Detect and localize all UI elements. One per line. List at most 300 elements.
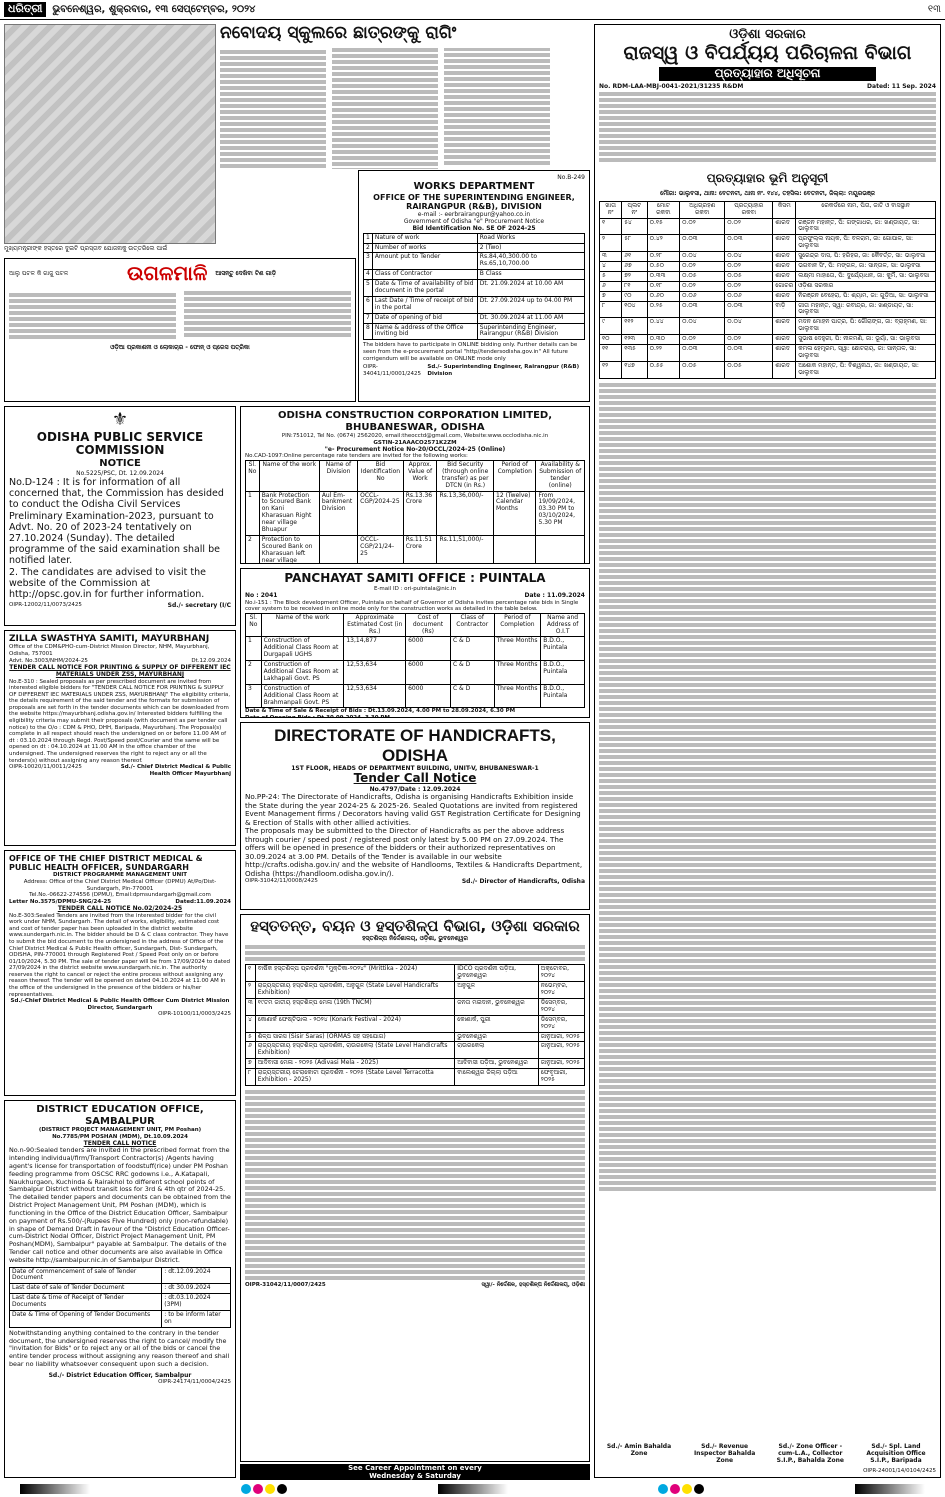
table-row	[600, 281, 936, 291]
table-cell: OCCL-CGP/2024-25	[358, 491, 404, 535]
table-cell: 12,53,634	[344, 684, 406, 708]
emblem-icon: ⚜	[111, 409, 129, 430]
ink-swatch	[658, 1484, 668, 1494]
table-cell: କୋଣାର୍କ ଫେଷ୍ଟିଭାଲ - ୨୦୨୪ (Konark Festival - 2024)	[255, 1015, 455, 1032]
table-cell: ଶିଳ୍ପ ସାରସ (Sisir Saras) (ORMAS ସହ ସହଯୋଗ)	[255, 1032, 455, 1042]
table-row	[600, 252, 936, 262]
table-cell: ୦.୧୫	[647, 218, 680, 235]
article-body	[220, 48, 550, 169]
table-row	[364, 280, 585, 297]
table-cell: ୦.୦୩	[680, 235, 725, 252]
table-cell: 7	[364, 313, 373, 323]
opsc-body-2: 2. The candidates are advised to visit the website of the Commission at http://opsc.gov.in for further information.	[9, 566, 206, 600]
table-cell: : dt 30.09.2024	[162, 1284, 231, 1294]
table-cell: ଅଶୋକ ମହାନ୍ତ, ପି: ବିଶ୍ୱନାଥ, ଜା: ଖଣ୍ଡାୟତ, ସା: ଭାଲୁବସା	[796, 361, 936, 378]
table-row	[246, 491, 585, 535]
table-cell: ଫେବୃଆରୀ, ୨୦୨୫	[538, 1069, 584, 1086]
table-cell: ଭୁବନେଶ୍ୱର	[455, 1032, 539, 1042]
table-cell: ଶାରଦ	[773, 218, 796, 235]
table-cell: 3	[246, 684, 262, 708]
table-cell: ଶାରଦ	[773, 261, 796, 271]
table-cell: ୦.୦୬	[680, 291, 725, 301]
table-cell: ୦.୩୦	[647, 335, 680, 345]
table-cell: ୦.୫୫	[647, 361, 680, 378]
works-office: OFFICE OF THE SUPERINTENDING ENGINEER, RAIRANGPUR (R&B), DIVISION	[373, 192, 575, 211]
table-row	[600, 218, 936, 235]
table-row	[364, 296, 585, 313]
ink-swatch	[670, 1484, 680, 1494]
table-cell: ୦.୫୦	[647, 261, 680, 271]
table-cell: ଜନତା ମଇଦାନ, ଭୁବନେଶ୍ୱର	[455, 999, 539, 1016]
opsc-title: ODISHA PUBLIC SERVICE COMMISSION	[36, 429, 204, 458]
table-row	[246, 1042, 585, 1059]
table-cell: Amount put to Tender	[372, 253, 477, 270]
table-cell: କୋଣାର୍କ, ପୁରୀ	[455, 1015, 539, 1032]
page-number: ୧୩	[927, 3, 941, 15]
table-cell: ୧୦	[600, 335, 622, 345]
table-cell: ୫	[600, 271, 622, 281]
table-cell: 8	[364, 323, 373, 340]
table-cell: ୬	[246, 1042, 256, 1059]
table-cell: ଶାରଦ	[773, 291, 796, 301]
table-cell: Dt. 30.09.2024 at 11.00 AM	[477, 313, 584, 323]
table-cell: Rs.13,36,000/-	[437, 491, 494, 535]
table-cell	[319, 535, 357, 564]
dateline: ଭୁବନେଶ୍ୱର, ଶୁକ୍ରବାର, ୧୩ ସେପ୍ଟେମ୍ବର, ୨୦୨୪	[52, 3, 256, 15]
table-row	[246, 1069, 585, 1086]
works-signature: Sd./- Superintending Engineer, Rairangpur (R&B) Division	[427, 364, 580, 377]
table-cell: ୦.୦୩	[725, 345, 773, 362]
table-cell: ୪	[246, 1015, 256, 1032]
table-cell: ୪	[600, 261, 622, 271]
table-cell: ନଭେମ୍ବର, ୨୦୨୪	[538, 982, 584, 999]
table-cell: Construction of Additional Class Room at Brahmanpali Govt. PS	[261, 684, 344, 708]
column-header: Name and Address of O.I.T	[541, 613, 585, 637]
rev-schedule-title: ପ୍ରତ୍ୟାହାର ଭୂମି ଅନୁସୂଚୀ	[706, 170, 829, 185]
column-header: Cost of document (Rs)	[406, 613, 451, 637]
table-cell: ୦.୦୨	[680, 218, 725, 235]
table-cell: ୦.୦୩	[725, 301, 773, 318]
table-cell: C & D	[450, 661, 494, 685]
grayscale-bar	[855, 1484, 925, 1494]
grayscale-bar	[20, 1484, 90, 1494]
cdmo-sundargarh-notice: OFFICE OF THE CHIEF DISTRICT MEDICAL & PUBLIC HEALTH OFFICER, SUNDARGARH DISTRICT PROGRAMME MANAGEMENT UNIT Address: Office of the Chief District Medical Officer (DPMU) At/Po/Dist-Sundargarh, Pin-770001 Tel.No.-06622-274556 (DPMU), Email:dpmsundargarh@gmail.com Letter No.3575/DPMU-SNG/24-25 Dated:11.09.2024 TENDER CALL NOTICE No.02/2024-25 No.E-303:Sealed Tenders are invited from the interested bidder for the civil work under NHM, Sundargarh. The detail of works, eligibility, estimated cost and cost of tender paper has been uploaded in the district website www.sundergarh.nic.in. The bidder should be D & C class contractor. They have to submit the bid document to the undersigned in the address of Office of the Chief District Medical & Public Health officer, Sundargarh, Dist- Sundargarh, ODISHA, PIN-770001 through Registered Post / Speed Post only on or before 01/10/2024, 5.30 PM. The sale of tender paper will be from 17/09/2024 to dated 27/09/2024 in the district website www.sundargarh.nic.in. The authority reserves the right to cancel or reject the entire process without assigning any reason thereof. The tender will be opened on dated 04.10.2024 at 11.00 AM in the office of the undersigned in the presence of the bidders or his/her representatives. Sd./-Chief District Medical & Public Health Officer Cum District Mission Director, Sundargarh OIPR-10100/11/0003/2425	[4, 850, 236, 1096]
table-cell: ୧	[600, 218, 622, 235]
table-cell: Aul Em-bankment Division	[319, 491, 357, 535]
column-header: ରେକର୍ଡରେ ନାମ, ପିତା, ଜାତି ଓ ବାସସ୍ଥାନ	[796, 201, 936, 218]
cdmo-title: OFFICE OF THE CHIEF DISTRICT MEDICAL & PUBLIC HEALTH OFFICER, SUNDARGARH	[9, 854, 203, 873]
table-cell: ୦.୪୪	[647, 318, 680, 335]
table-cell: ରାଜ୍ୟସ୍ତରୀୟ ହସ୍ତଶିଳ୍ପ ପ୍ରଦର୍ଶନୀ, ରାଉରକେଲା (State Level Handicrafts Exhibition)	[255, 1042, 455, 1059]
culture-advertisement	[4, 258, 356, 402]
table-row	[10, 1267, 231, 1284]
table-row	[10, 1311, 231, 1328]
table-cell: Superintending Engineer, Rairangpur (R&B) Division	[477, 323, 584, 340]
table-cell: ପ୍ରଫୁଲ୍ଲ ନାୟକ, ପି: ବଳରାମ, ଜା: ଗୋପାଳ, ସା: ଭାଲୁବସା	[796, 235, 936, 252]
table-row	[600, 361, 936, 378]
psp-title: PANCHAYAT SAMITI OFFICE : PUINTALA	[284, 571, 546, 585]
table-cell: Date & Time of availability of bid document in the portal	[372, 280, 477, 297]
table-cell: ୧୧୨	[622, 318, 647, 335]
table-cell: Nature of work	[372, 233, 477, 243]
table-row	[246, 637, 585, 661]
table-row	[364, 233, 585, 243]
table-cell: 2	[246, 535, 260, 564]
table-cell: ୬	[600, 281, 622, 291]
table-cell: 2	[246, 661, 262, 685]
table-cell: ୧୯ତମ ଜାତୀୟ ହସ୍ତଶିଳ୍ପ ମେଳା (19th TNCM)	[255, 999, 455, 1016]
column-header: Period of Completion	[494, 613, 541, 637]
table-cell: ଅନୁଗୁଳ	[455, 982, 539, 999]
table-cell: Dt. 27.09.2024 up to 04.00 PM	[477, 296, 584, 313]
ad-footer: ଓଡ଼ିଆ ପ୍ରକାଶନୀ ଓ ଲୋକାଚାର - ଫୋନ୍ ଓ ପ୍ରେସ ପତ୍ରିକା	[110, 344, 250, 351]
table-cell: ଶାରଦ	[773, 335, 796, 345]
table-cell: : dt.12.09.2024	[162, 1267, 231, 1284]
table-row	[10, 1294, 231, 1311]
table-row	[600, 291, 936, 301]
occl-tender-table	[245, 460, 585, 564]
column-header: Period of Completion	[494, 460, 536, 491]
ink-swatch	[694, 1484, 704, 1494]
table-header	[246, 460, 585, 491]
table-cell: Class of Contractor	[372, 270, 477, 280]
table-cell: ୬୭	[622, 261, 647, 271]
works-email[interactable]: e-mail :- eerbrairangpur@yahoo.co.in	[417, 211, 531, 219]
table-cell: ୩	[246, 999, 256, 1016]
table-cell: IDCO ପ୍ରଦର୍ଶନୀ ପଡ଼ିଆ, ଭୁବନେଶ୍ୱର	[455, 965, 539, 982]
map-caption: ମୁଖ୍ୟମନ୍ତ୍ରୀଙ୍କ ହସ୍ତରେ ଦୁଇଟି ପ୍ରସ୍ତାବ ଯୋଜନାକୁ ଉତ୍ତରିଲେ ପାଇଁ	[4, 245, 168, 252]
table-cell: ବାଲେଶ୍ୱର ଜିଲ୍ଲା ପଡ଼ିଆ	[455, 1069, 539, 1086]
table-cell: 5	[364, 280, 373, 297]
occl-title: ODISHA CONSTRUCTION CORPORATION LIMITED, BHUBANESWAR, ODISHA	[277, 410, 553, 433]
table-cell: ୦.୦୬	[725, 291, 773, 301]
column-header: Bid Security (through online transfer) as per DTCN (in Rs.)	[437, 460, 494, 491]
table-cell: 12 (Twelve) Calendar Months	[494, 491, 536, 535]
table-cell: ଶାରଦ	[773, 235, 796, 252]
table-cell: Date & Time of Opening of Tender Documents	[10, 1311, 162, 1328]
table-cell: C & D	[450, 637, 494, 661]
table-cell: ସୁରେନ୍ଦ୍ର ଦାସ, ପି: ହରିହର, ଜା: କୈବର୍ତ୍ତ, ସା: ଭାଲୁବସା	[796, 252, 936, 262]
table-cell: ୦.୦୫	[680, 271, 725, 281]
column-header: ପ୍ଲଟ ନଂ	[622, 201, 647, 218]
table-cell: ୨	[246, 982, 256, 999]
table-cell: From 19/09/2024, 03.30 PM to 03/10/2024, 5.30 PM	[536, 491, 585, 535]
table-cell: ଆଦିବାସୀ ପଡ଼ିଆ, ଭୁବନେଶ୍ୱର	[455, 1059, 539, 1069]
table-cell: Rs.11,51,000/-	[437, 535, 494, 564]
occl-notice: ODISHA CONSTRUCTION CORPORATION LIMITED, BHUBANESWAR, ODISHA PIN:751012, Tel No. (0674) 2562020, email:theocctd@gmail.com, Website:www.occlodisha.nic.in GSTIN-21AAACO2571K2ZM "e- Procurement Notice No-20/OCCL/2024-25 (Online) No.CAD-1097:Online percentage rate tenders are invited for the following works: Sl. No Name of the work Name of Division Bid Identification No Approx. Value of Work Bid Security (through online transfer) as per DTCN (in Rs.) Period of Completion Availability & Submission of tender (online) 1 Bank Protection to Scoured Bank on Kani Kharasuan Right near village Bhuapur Aul Em-bankment Division OCCL-CGP/2024-25 Rs.13.36 Crore Rs.13,36,000/- 12 (Twelve) Calendar Months From 19/09/2024, 03.30 PM to 03/10/2024, 5.30 PM 2 Protection to Scoured Bank on Kharasuan left near village OCCL-CGP/21/24-25 Rs.11.51 Crore Rs.11,51,000/-	[240, 406, 590, 564]
table-cell: ଶାରଦ	[773, 345, 796, 362]
table-cell: Last date & time of Receipt of Tender Documents	[10, 1294, 162, 1311]
panchayat-samiti-notice: PANCHAYAT SAMITI OFFICE : PUINTALA E-mail ID : ori-puintala@nic.in No : 2041 Date : 11.09.2024 No.i-151 : The Block development Officer, Puintala on behalf of Governor of Odisha invites percentage rate bids in Single cover system to be received in online mode only for the construction works as detailed in the table below. Sl. No Name of the work Approximate Estimated Cost (in Rs.) Cost of document (Rs) Class of Contractor Period of Completion Name and Address of O.I.T 1 Construction of Additional Class Room at Durgapali UGHS 13,14,877 6000 C & D Three Months B.D.O., Puintala 2 Construction of Additional Class Room at Lakhapali Govt. PS 12,53,634 6000 C & D Three Months B.D.O., Puintala 3 Construction of Additional Class Room at Brahmanpali Govt. PS 12,53,634 6000 C & D Three Months B.D.O., Puintala Date & Time of Sale & Receipt of Bids : Dt.13.09.2024, 4.00 PM to 28.09.2024, 6.30 PM	[240, 568, 590, 718]
table-cell: 2	[364, 243, 373, 253]
table-row	[246, 684, 585, 708]
table-row	[600, 318, 936, 335]
table-cell: ରାଉରକେଲା	[455, 1042, 539, 1059]
table-cell: ଆଦିବାସୀ ମେଳା - ୨୦୨୫ (Adivasi Mela - 2025)	[255, 1059, 455, 1069]
htd-title: ହସ୍ତତନ୍ତ, ବୟନ ଓ ହସ୍ତଶିଳ୍ପ ବିଭାଗ, ଓଡ଼ିଶା ସରକାର	[250, 917, 580, 935]
table-cell: ୦.୦୨	[725, 218, 773, 235]
table-cell: ୫୪	[622, 218, 647, 235]
column-header: ମୋଟ ରକବା	[647, 201, 680, 218]
table-cell: ୮୧	[622, 281, 647, 291]
table-cell: ୦.୦୩	[725, 235, 773, 252]
column-header: Name of the work	[261, 613, 344, 637]
table-cell: ୧୦୪	[622, 301, 647, 318]
table-cell: B.D.O., Puintala	[541, 637, 585, 661]
rev-govt: ଓଡ଼ିଶା ସରକାର	[729, 27, 806, 42]
ink-swatch	[241, 1484, 251, 1494]
table-cell: ୦.୦୪	[725, 252, 773, 262]
table-cell: Rs.11.51 Crore	[403, 535, 437, 564]
table-cell: ୦.୧୮	[647, 281, 680, 291]
table-cell: 2 (Two)	[477, 243, 584, 253]
table-cell: ୦.୦୨	[680, 335, 725, 345]
table-cell	[494, 535, 536, 564]
table-cell: ୦.୨୨	[647, 345, 680, 362]
ink-swatch	[253, 1484, 263, 1494]
table-cell: ରଞ୍ଜନ ମହାନ୍ତ, ପି: ଗଙ୍ଗାଧର, ଜା: ଖଣ୍ଡାୟତ, ସା: ଭାଲୁବସା	[796, 218, 936, 235]
table-cell: ବାର୍ଷିକ ହସ୍ତଶିଳ୍ପ ପ୍ରଦର୍ଶନୀ "ମୁକ୍ତିକା-୨୦୨୪" (Mrittika - 2024)	[255, 965, 455, 982]
table-cell: ୦.୨୮	[647, 252, 680, 262]
table-row	[364, 243, 585, 253]
table-cell: B.D.O., Puintala	[541, 684, 585, 708]
deo-title: DISTRICT EDUCATION OFFICE, SAMBALPUR	[36, 1104, 204, 1127]
table-header	[246, 613, 585, 637]
table-cell: 1	[246, 491, 260, 535]
table-cell: ଶାରଦ	[773, 271, 796, 281]
table-cell: Last Date / Time of receipt of bid in the portal	[372, 296, 477, 313]
career-banner: See Career Appointment on every Wednesday & Saturday	[240, 1464, 590, 1480]
table-cell: ଗୀତା ମହାନ୍ତ, ସ୍ୱା: ରବୀନ୍ଦ୍ର, ଜା: ଖଣ୍ଡାୟତ, ସା: ଭାଲୁବସା	[796, 301, 936, 318]
column-header: ଖାତା ନଂ	[600, 201, 622, 218]
table-cell: Date of opening of bid	[372, 313, 477, 323]
table-cell: Road Works	[477, 233, 584, 243]
table-cell: Three Months	[494, 637, 541, 661]
table-row	[364, 270, 585, 280]
table-cell: ୦.୦୫	[725, 271, 773, 281]
column-header: Sl. No	[246, 460, 260, 491]
table-cell: ୦.୦୩	[680, 345, 725, 362]
newspaper-logo: ଧରିତ୍ରୀ	[4, 2, 46, 17]
table-cell: ନିରଞ୍ଜନ ବେହେରା, ପି: ଶ୍ୟାମ, ଜା: ଗୁଡ଼ିଆ, ସା: ଭାଲୁବସା	[796, 291, 936, 301]
zss-title: ZILLA SWASTHYA SAMITI, MAYURBHANJ	[9, 634, 210, 644]
table-cell: ଜାନୁଆରୀ, ୨୦୨୫	[538, 1059, 584, 1069]
ink-swatch	[682, 1484, 692, 1494]
table-row	[246, 661, 585, 685]
deo-sambalpur-notice: DISTRICT EDUCATION OFFICE, SAMBALPUR (DISTRICT PROJECT MANAGEMENT UNIT, PM Poshan) No.7785/PM POSHAN (MDM), Dt.10.09.2024 TENDER CALL NOTICE No.n-90:Sealed tenders are invited in the prescribed format from the intending individual/firm/Transport Contractor(s) /Agents having agent's license for transportation of foodstuff(rice) under PM Poshan feeding programme from OSCSC RRC godowns i.e., A.Katapali, Naukhurgaon, Kuchinda & Rairakhol to different school points of Sambalpur District without transit loss for 3rd & 4th qtr of 2024-25. The detailed tender papers and documents can be obtained from the District Project Management Unit, PM Poshan (MDM), which is functioning in the Office of the District Education Officer, Sambalpur on payment of Rs.500/-(Rupees Five Hundred) only (non-refundable) in shape of Demand Draft in favour of the "District Education Officer-cum-District Nodal Officer, District Project Management Unit, PM Poshan(MDM), Sambalpur" payable at Sambalpur. The details of the Tender call notice and other documents are also available in Office website http://sambalpur.nic.in of Sambalpur District. Date of commencement of sale of Tender Document : dt.12.09.2024 Last date of sale of Tender Document : dt 30.09.2024 Last date & time of Receipt of Tender Documents : dt.03.10.2024 (3PM) Date & Time of Opening of Tender Documents : to be inform later on Notwithstanding anything contained to the contrary in the tender document, the undersigned reserves the right to cancel/ modify the "invitation for Bids" or to reject any or all of the bids or cancel the entire tender process without assigning any reason thereof and shall bear no liability whatsoever consequent upon such a decision. Sd./- District Education Officer, Sambalpur OIPR-24174/11/0004/2425	[4, 1100, 236, 1478]
table-row	[246, 965, 585, 982]
table-row	[600, 335, 936, 345]
table-cell: Number of works	[372, 243, 477, 253]
table-cell: ଜାନୁଆରୀ, ୨୦୨୫	[538, 1042, 584, 1059]
table-cell: ଡିସେମ୍ବର, ୨୦୨୪	[538, 1015, 584, 1032]
table-header	[600, 201, 936, 218]
print-registration-footer	[0, 1480, 945, 1497]
table-cell: ରାଜ୍ୟସ୍ତରୀୟ ଟେରାକୋଟା ପ୍ରଦର୍ଶନୀ - ୨୦୨୫ (State Level Terracotta Exhibition - 2025)	[255, 1069, 455, 1086]
ad-line-2: ଆସନ୍ତୁ ଦେଖିବା ଟିଣ ଗାଡ଼ି	[215, 269, 277, 277]
table-cell: Three Months	[494, 684, 541, 708]
table-row	[10, 1284, 231, 1294]
table-row	[600, 271, 936, 281]
table-cell: ୭୨	[622, 271, 647, 281]
table-cell: ୯	[600, 318, 622, 335]
table-cell: ୩	[600, 252, 622, 262]
table-cell: ୧୪୭	[622, 361, 647, 378]
opsc-body: No.D-124 : It is for information of all concerned that, the Commission has desided to conduct the Odisha Civil Services Preliminary Examination-2023, pursuant to Advt. No. 20 of 2023-24 tentatively on 27.10.2024 (Sunday). The detailed programme of the said examination shall be notified later.	[9, 476, 224, 567]
table-cell: ୦.୪୨	[647, 235, 680, 252]
table-cell: 1	[364, 233, 373, 243]
table-row	[600, 345, 936, 362]
zss-notice: ZILLA SWASTHYA SAMITI, MAYURBHANJ Office of the CDM&PHO-cum-District Mission Director, NHM, Mayurbhanj, Odisha, 757001 Advt. No.3003/NHM/2024-25 Dt.12.09.2024 TENDER CALL NOTICE FOR PRINTING & SUPPLY OF DIFFERENT IEC MATERIALS UNDER ZSS, MAYURBHANJ No.E-310 : Sealed proposals as per prescribed document are invited from interested eligible bidders for "TENDER CALL NOTICE FOR PRINTING & SUPPLY OF DIFFERENT IEC MATERIALS UNDER ZSS, MAYURBHANJ" The eligibility criteria, the details requirement of the said tender and the formats for submission of proposals are set forth in the tender documents which can be downloaded from the website https://mayurbhanj.odisha.gov.in/ Interested bidders fulfilling the eligibility criteria may submit their proposals (with document as per tender call notice) to the O/o : CDM & PHO, DHH, Baripada, Mayurbhanj. The Proposal(s) complete in all respect should reach the undersigned on or before 11.00 AM of dt : 03.10.2024 through Regd. Post/Speed post/Courier and the same will be opened on dt : 04.10.2024 at 11.00 AM in the office chamber of the undersigned. The undersigned reserves the right to reject any or all the tenders(s) without assigning any reason thereof. OIPR-10020/11/0011/2425 Sd./- Chief District Medical & Public Health Officer Mayurbhanj	[4, 630, 236, 846]
table-cell: ୦.୬୦	[647, 291, 680, 301]
table-cell: ଭଗବାନ ସିଂ, ପି: ମଙ୍ଗଳ, ଜା: ସାନ୍ତାଳ, ସା: ଭାଲୁବସା	[796, 261, 936, 271]
column-header: Approx. Value of Work	[403, 460, 437, 491]
table-cell: ୫୮	[622, 235, 647, 252]
table-cell: ୦.୦୪	[680, 318, 725, 335]
zss-body: No.E-310 : Sealed proposals as per prescribed document are invited from interested eligible bidders for "TENDER CALL NOTICE FOR PRINTING & SUPPLY OF DIFFERENT IEC MATERIALS UNDER ZSS, MAYURBHANJ" The eligibility criteria, the details requirement of the said tender and the formats for submission of proposals are set forth in the tender documents which can be downloaded from the website https://mayurbhanj.odisha.gov.in/ Interested bidders fulfilling the eligibility criteria may submit their proposals (with document as per tender call notice) to the O/o : CDM & PHO, DHH, Baripada, Mayurbhanj. The Proposal(s) complete in all respect should reach the undersigned on or before 11.00 AM of dt : 03.10.2024 through Regd. Post/Speed post/Courier and the same will be opened on dt : 04.10.2024 at 11.00 AM in the office chamber of the undersigned. The undersigned reserves the right to reject any or all the tenders(s) without assigning any reason thereof.	[9, 678, 231, 764]
table-cell: ବାଡ଼ି	[773, 301, 796, 318]
table-cell: Three Months	[494, 661, 541, 685]
handloom-exhibition-notice: ହସ୍ତତନ୍ତ, ବୟନ ଓ ହସ୍ତଶିଳ୍ପ ବିଭାଗ, ଓଡ଼ିଶା ସରକାର ହସ୍ତଶିଳ୍ପ ନିର୍ଦ୍ଦେଶାଳୟ, ଓଡ଼ିଶା, ଭୁବନେଶ୍ୱର ୧ ବାର୍ଷିକ ହସ୍ତଶିଳ୍ପ ପ୍ରଦର୍ଶନୀ "ମୁକ୍ତିକା-୨୦୨୪" (Mrittika - 2024) IDCO ପ୍ରଦର୍ଶନୀ ପଡ଼ିଆ, ଭୁବନେଶ୍ୱର ଅକ୍ଟୋବର, ୨୦୨୪ ୨ ରାଜ୍ୟସ୍ତରୀୟ ହସ୍ତଶିଳ୍ପ ପ୍ରଦର୍ଶନୀ, ଅନୁଗୁଳ (State Level Handicrafts Exhibition) ଅନୁଗୁଳ ନଭେମ୍ବର, ୨୦୨୪ ୩ ୧୯ତମ ଜାତୀୟ ହସ୍ତଶିଳ୍ପ ମେଳା (19th TNCM) ଜନତା ମଇଦାନ, ଭୁବନେଶ୍ୱର ଡିସେମ୍ବର, ୨୦୨୪ ୪ କୋଣାର୍କ ଫେଷ୍ଟିଭାଲ - ୨୦୨୪ (Konark Festival - 2024) କୋଣାର୍କ, ପୁରୀ ଡିସେମ୍ବର, ୨୦୨୪ ୫ ଶିଳ୍ପ ସାରସ (Sisir Saras) (ORMAS ସହ ସହଯୋଗ) ଭୁବନେଶ୍ୱର ଜାନୁଆରୀ, ୨୦୨୫ ୬ ରାଜ୍ୟସ୍ତରୀୟ ହସ୍ତଶିଳ୍ପ ପ୍ରଦର୍ଶନୀ, ରାଉରକେଲା (State Level Handicrafts Exhibition) ରାଉରକେଲା ଜାନୁଆରୀ, ୨୦୨୫ ୭ ଆଦିବାସୀ ମେଳା - ୨୦୨୫ (Adivasi Mela - 2025) ଆଦିବାସୀ ପଡ଼ିଆ, ଭୁବନେଶ୍ୱର ଜାନୁଆରୀ, ୨୦୨୫ ୮ ରାଜ୍ୟସ୍ତରୀୟ ଟେରାକୋଟା ପ୍ରଦର୍ଶନୀ - ୨୦୨୫ (State Level Terracotta Exhibition - 2025) ବାଲେଶ୍ୱର ଜିଲ୍ଲା ପଡ଼ିଆ ଫେବୃଆରୀ, ୨୦୨୫ OIPR-31042/11/0007/2425 ସ୍ୱା/- ନିର୍ଦ୍ଦେଶକ, ହସ୍ତଶିଳ୍ପ ନିର୍ଦ୍ଦେଶାଳୟ, ଓଡ଼ିଶା	[240, 914, 590, 1462]
table-cell: ୦.୦୨	[725, 261, 773, 271]
table-cell: ୦.୨୫	[647, 301, 680, 318]
table-row	[246, 1032, 585, 1042]
table-cell: ସୁଭାଷ ଦେହୁରୀ, ପି: ନୀଳମଣି, ଜା: ଭୂୟାଁ, ସା: ଭାଲୁବସା	[796, 335, 936, 345]
table-cell: Bank Protection to Scoured Bank on Kani Kharasuan Right near village Bhuapur	[259, 491, 319, 535]
table-row	[364, 313, 585, 323]
table-cell: ମଦନ ମୋହନ ପାତ୍ର, ପି: ଗୌରାଙ୍ଗ, ଜା: ବ୍ରାହ୍ମଣ, ସା: ଭାଲୁବସା	[796, 318, 936, 335]
table-cell: ୬୧	[622, 252, 647, 262]
table-row	[246, 999, 585, 1016]
table-cell: ୧୨୩	[622, 335, 647, 345]
table-cell: ୦.୦୫	[680, 361, 725, 378]
table-cell: ୦.୦୨	[725, 281, 773, 291]
table-cell: ୮	[600, 301, 622, 318]
table-cell: ଓଡ଼ିଶା ସରକାର	[796, 281, 936, 291]
table-cell: ଲକ୍ଷ୍ମୀ ମାହାତୋ, ପି: ଦୁର୍ଯ୍ୟୋଧନ, ଜା: କୁର୍ମି, ସା: ଭାଲୁବସା	[796, 271, 936, 281]
table-cell: କମଳା ହେମ୍ବ୍ରମ, ସ୍ୱା: ଛୋଟରାୟ, ଜା: ସାନ୍ତାଳ, ସା: ଭାଲୁବସା	[796, 345, 936, 362]
column-header: ପ୍ରତ୍ୟାହାର ରକବା	[725, 201, 773, 218]
table-cell: 1	[246, 637, 262, 661]
works-department-notice: No.B-249 WORKS DEPARTMENT OFFICE OF THE SUPERINTENDING ENGINEER, RAIRANGPUR (R&B), DIVISION e-mail :- eerbrairangpur@yahoo.co.in Government of Odisha "e" Procurement Notice Bid Identification No. SE OF 2024-25 1 Nature of work Road Works 2 Number of works 2 (Two) 3 Amount put to Tender Rs.84,40,300.00 to Rs.65,10,700.00 4 Class of Contractor B Class 5 Date & Time of availability of bid document in the portal Dt. 21.09.2024 at 10.00 AM 6 Last Date / Time of receipt of bid in the portal Dt. 27.09.2024 up to 04.00 PM 7 Date of opening of bid Dt. 30.09.2024 at 11.00 AM 8 Name & address of the Office inviting bid Superintending Engineer, Rairangpur (R&B) Division The bidders have to participate in ONLINE bidding only. Further details can be seen from the e-procurement portal "http//tendersodisha.gov.in" All future corrigendum will be available on ONLINE mode only OIPR-34041/11/0001/2425 Sd./- Superintending Engineer, Rairangpur (R&B) Division	[358, 170, 590, 402]
column-header: Approximate Estimated Cost (in Rs.)	[344, 613, 406, 637]
table-cell: ୦.୦୩	[680, 301, 725, 318]
table-cell: Name & address of the Office inviting bid	[372, 323, 477, 340]
table-cell: Rs.84,40,300.00 to Rs.65,10,700.00	[477, 253, 584, 270]
table-cell: ଡିସେମ୍ବର, ୨୦୨୪	[538, 999, 584, 1016]
table-cell: ଶାରଦ	[773, 252, 796, 262]
handicrafts-tender-notice: DIRECTORATE OF HANDICRAFTS, ODISHA 1ST FLOOR, HEADS OF DEPARTMENT BUILDING, UNIT-V, BHUBANESWAR-1 Tender Call Notice No.4797/Date : 12.09.2024 No.PP-24: The Directorate of Handicrafts, Odisha is organising Handicrafts Exhibition inside the State during the year 2024-25 & 2025-26. Sealed Quotations are invited from registered Event Management firms / Decorators having valid GST Registration Certificate for Designing & Erection of Stalls with other allied activities. The proposals may be submitted to the Director of Handicrafts as per the above address through courier / speed post / registered post only latest by 5.00 PM on 27.09.2024. The offers will be opened in presence of the bidders or their authorized representatives on 30.09.2024 at 3.00 PM. Details of the Tender is available in our website http://crafts.odisha.gov.in/ and the website of Handlooms, Textiles & Handicrafts Department, Odisha (https://handloom.odisha.gov.in/). OIPR-31042/11/0008/2425 Sd./- Director of Handicrafts, Odisha	[240, 722, 590, 910]
table-cell: ଶାରଦ	[773, 361, 796, 378]
psp-works-table	[245, 613, 585, 709]
land-schedule-table	[599, 201, 936, 379]
table-cell: ଅକ୍ଟୋବର, ୨୦୨୪	[538, 965, 584, 982]
table-cell: Dt. 21.09.2024 at 10.00 AM	[477, 280, 584, 297]
opsc-notice: ⚜ ODISHA PUBLIC SERVICE COMMISSION NOTICE No.5225/PSC, Dt. 12.09.2024 No.D-124 : It is for information of all concerned that, the Commission has desided to conduct the Odisha Civil Services Preliminary Examination-2023, pursuant to Advt. No. 20 of 2023-24 tentatively on 27.10.2024 (Sunday). The detailed programme of the said examination shall be notified later. 2. The candidates are advised to visit the website of the Commission at http://opsc.gov.in for further information. OIPR-12002/11/0073/2425 Sd./- secretary (I/C	[4, 406, 236, 626]
signature-block: Sd./- Spl. Land Acquisition Office S.I.P., Baripada	[866, 1443, 926, 1465]
table-row	[364, 323, 585, 340]
table-cell: ୧୧	[600, 345, 622, 362]
table-row	[600, 261, 936, 271]
table-row	[246, 535, 585, 564]
masthead	[0, 0, 945, 20]
table-cell: ରାଜ୍ୟସ୍ତରୀୟ ହସ୍ତଶିଳ୍ପ ପ୍ରଦର୍ଶନୀ, ଅନୁଗୁଳ (State Level Handicrafts Exhibition)	[255, 982, 455, 999]
table-row	[600, 235, 936, 252]
column-header: ଅଧିଗ୍ରହଣ ରକବା	[680, 201, 725, 218]
rev-dept-title: ରାଜସ୍ୱ ଓ ବିପର୍ଯ୍ୟୟ ପରିଚାଳନା ବିଭାଗ	[623, 41, 912, 64]
column-header: Name of Division	[319, 460, 357, 491]
table-row	[246, 1015, 585, 1032]
table-cell: OCCL-CGP/21/24-25	[358, 535, 404, 564]
table-cell: 12,53,634	[344, 661, 406, 685]
ink-swatch	[277, 1484, 287, 1494]
table-cell: Rs.13.36 Crore	[403, 491, 437, 535]
table-cell: 4	[364, 270, 373, 280]
weather-satellite-map	[4, 24, 216, 244]
table-cell: ୧	[246, 965, 256, 982]
table-cell: ୦.୦୨	[680, 261, 725, 271]
table-cell: ୧୨	[600, 361, 622, 378]
revenue-withdrawal-notification: ଓଡ଼ିଶା ସରକାର ରାଜସ୍ୱ ଓ ବିପର୍ଯ୍ୟୟ ପରିଚାଳନା ବିଭାଗ ପ୍ରତ୍ୟାହାର ଅଧିସୂଚନା No. RDM-LAA-MBJ-0041-2021/31235 R&DM Dated: 11 Sep. 2024 ପ୍ରତ୍ୟାହାର ଭୂମି ଅନୁସୂଚୀ ମୌଜା: ଭାଲୁବସା, ଥାନା: ବେତନଟୀ, ଥାନା ନଂ. ୧୪୪, ତହସିଲ: ବେତନଟୀ, ଜିଲ୍ଲା: ମୟୂରଭଞ୍ଜ ଖାତା ନଂ ପ୍ଲଟ ନଂ ମୋଟ ରକବା ଅଧିଗ୍ରହଣ ରକବା ପ୍ରତ୍ୟାହାର ରକବା କିସମ ରେକର୍ଡରେ ନାମ, ପିତା, ଜାତି ଓ ବାସସ୍ଥାନ ୧ ୫୪ ୦.୧୫ ୦.୦୨ ୦.୦୨ ଶାରଦ ରଞ୍ଜନ ମହାନ୍ତ, ପି: ଗଙ୍ଗାଧର, ଜା: ଖଣ୍ଡାୟତ, ସା: ଭାଲୁବସା ୨ ୫୮ ୦.୪୨ ୦.୦୩ ୦.୦୩ ଶାରଦ ପ୍ରଫୁଲ୍ଲ ନାୟକ, ପି: ବଳରାମ, ଜା: ଗୋପାଳ, ସା: ଭାଲୁବସା ୩ ୬୧ ୦.୨୮ ୦.୦୪ ୦.୦୪ ଶାରଦ ସୁରେନ୍ଦ୍ର ଦାସ, ପି: ହରିହର, ଜା: କୈବର୍ତ୍ତ, ସା: ଭାଲୁବସା ୪ ୬୭ ୦.୫୦ ୦.୦୨ ୦.୦୨ ଶାରଦ ଭଗବାନ ସିଂ, ପି: ମଙ୍ଗଳ, ଜା: ସାନ୍ତାଳ, ସା: ଭାଲୁବସା ୫ ୭୨ ୦.୩୩ ୦.୦୫ ୦.୦୫ ଶାରଦ ଲକ୍ଷ୍ମୀ ମାହାତୋ, ପି: ଦୁର୍ଯ୍ୟୋଧନ, ଜା: କୁର୍ମି, ସା: ଭାଲୁବସା ୬ ୮୧ ୦.୧୮ ୦.୦୨ ୦.୦୨ ଗୋଚର ଓଡ଼ିଶା ସରକାର ୭ ୯୦ ୦.୬୦ ୦.୦୬ ୦.୦୬ ଶାରଦ ନିରଞ୍ଜନ ବେହେରା, ପି: ଶ୍ୟାମ, ଜା: ଗୁଡ଼ିଆ, ସା: ଭାଲୁବସା ୮ ୧୦୪ ୦.୨୫ ୦.୦୩ ୦.୦୩ ବାଡ଼ି ଗୀତା ମହାନ୍ତ, ସ୍ୱା: ରବୀନ୍ଦ୍ର, ଜା: ଖଣ୍ଡାୟତ, ସା: ଭାଲୁବସା ୯ ୧୧୨ ୦.୪୪ ୦.୦୪ ୦.୦୪ ଶାରଦ ମଦନ ମୋହନ ପାତ୍ର, ପି: ଗୌରାଙ୍ଗ, ଜା: ବ୍ରାହ୍ମଣ, ସା: ଭାଲୁବସା ୧୦ ୧୨୩ ୦.୩୦ ୦.୦୨ ୦.୦୨ ଶାରଦ ସୁଭାଷ ଦେହୁରୀ, ପି: ନୀଳମଣି, ଜା: ଭୂୟାଁ, ସା: ଭାଲୁବସା ୧୧ ୧୩୫ ୦.୨୨ ୦.୦୩ ୦.୦୩ ଶାରଦ କମଳା ହେମ୍ବ୍ରମ, ସ୍ୱା: ଛୋଟରାୟ, ଜା: ସାନ୍ତାଳ, ସା: ଭାଲୁବସା ୧୨ ୧୪୭ ୦.୫୫ ୦.୦୫ ୦.୦୫ ଶାରଦ ଅଶୋକ ମହାନ୍ତ, ପି: ବିଶ୍ୱନାଥ, ଜା: ଖଣ୍ଡାୟତ, ସା: ଭାଲୁବସା Sd./- Amin Bahalda Zone Sd./- Revenue Inspector Bahalda Zone Sd./- Zone Officer -cum-L.A., Collector S.I.P., Bahalda Zone Sd./- Spl. Land Acquisition Office S.I.P., Baripada OIPR-24001/14/0104/2425	[594, 24, 941, 1478]
column-header: Bid Identification No	[358, 460, 404, 491]
table-cell	[536, 535, 585, 564]
column-header: Class of Contractor	[450, 613, 494, 637]
table-cell: Date of commencement of sale of Tender Document	[10, 1267, 162, 1284]
table-cell: ୭	[600, 291, 622, 301]
table-cell: 3	[364, 253, 373, 270]
exhibition-schedule-table	[245, 964, 585, 1085]
ad-title: ଉଗଳମାଳି	[127, 261, 208, 285]
signature-block: Sd./- Zone Officer -cum-L.A., Collector S.I.P., Bahalda Zone	[776, 1443, 844, 1465]
table-cell: 13,14,877	[344, 637, 406, 661]
signature-block: Sd./- Amin Bahalda Zone	[606, 1443, 672, 1458]
column-header: କିସମ	[773, 201, 796, 218]
table-cell: ୫	[246, 1032, 256, 1042]
table-cell: ୦.୩୩	[647, 271, 680, 281]
table-cell: ୮	[246, 1069, 256, 1086]
works-note: The bidders have to participate in ONLINE bidding only. Further details can be seen from the e-procurement portal "http//tendersodisha.gov.in" All future corrigendum will be available on ONLINE mode only	[363, 342, 578, 362]
table-cell: ଗୋଚର	[773, 281, 796, 291]
table-row	[246, 1059, 585, 1069]
signature-block: Sd./- Revenue Inspector Bahalda Zone	[693, 1443, 756, 1465]
table-cell: ୦.୦୪	[680, 252, 725, 262]
table-cell: : dt.03.10.2024 (3PM)	[162, 1294, 231, 1311]
grayscale-bar	[438, 1484, 508, 1494]
table-row	[600, 301, 936, 318]
table-cell: 6000	[406, 661, 451, 685]
table-row	[246, 982, 585, 999]
works-bid-table	[363, 233, 585, 341]
table-cell: C & D	[450, 684, 494, 708]
news-headline: ନବୋଦୟ ସ୍କୁଲରେ ଛାତ୍ରଙ୍କୁ ରାଗିଂ	[220, 23, 457, 43]
table-cell: B.D.O., Puintala	[541, 661, 585, 685]
color-swatches	[658, 1484, 704, 1494]
table-cell: ଶାରଦ	[773, 318, 796, 335]
table-cell: ୦.୦୨	[680, 281, 725, 291]
table-cell: ୦.୦୨	[725, 335, 773, 345]
column-header: Availability & Submission of tender (online)	[536, 460, 585, 491]
table-cell: ୦.୦୪	[725, 318, 773, 335]
table-cell: Protection to Scoured Bank on Kharasuan left near village	[259, 535, 319, 564]
table-cell: 6000	[406, 637, 451, 661]
works-dept-title: WORKS DEPARTMENT	[413, 181, 535, 193]
rev-signatures	[599, 1444, 936, 1465]
table-cell: : to be inform later on	[162, 1311, 231, 1328]
deo-dates-table	[9, 1267, 231, 1328]
dh-title: DIRECTORATE OF HANDICRAFTS, ODISHA	[274, 726, 556, 765]
table-cell: ୯୦	[622, 291, 647, 301]
column-header: Name of the work	[259, 460, 319, 491]
